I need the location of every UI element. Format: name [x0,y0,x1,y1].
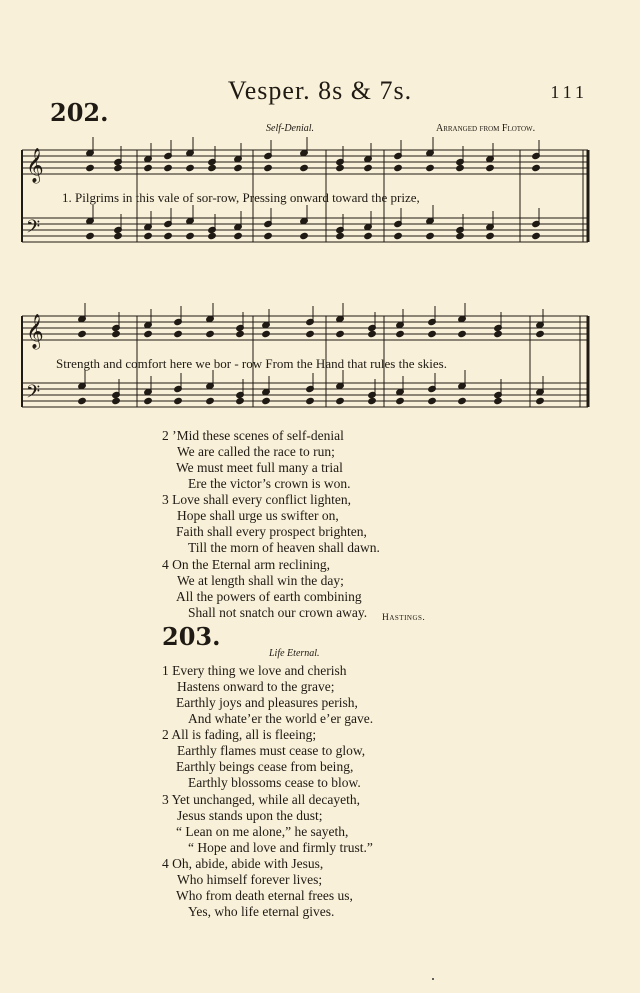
verse-line: 1 Every thing we love and cherish [162,663,347,678]
paper-speck [432,978,434,980]
verse-line: Faith shall every prospect brighten, [176,524,367,539]
verse-line: We at length shall win the day; [177,573,344,588]
verse-line: Jesus stands upon the dust; [177,808,323,823]
hymn-203-verse-3 [162,792,373,856]
verse-line: Till the morn of heaven shall dawn. [188,540,380,555]
verse-line: And whate’er the world e’er gave. [188,711,374,726]
verse-line: Hastens onward to the grave; [177,679,335,694]
arranger-credit: Arranged from Flotow. [436,123,536,134]
hymn-number-202: 202. [50,98,109,127]
hymn-202-verse-4 [162,557,367,621]
verse-line: Who himself forever lives; [177,872,323,887]
verse-line: Earthly joys and pleasures perish, [176,695,358,710]
verse-line: Yes, who life eternal gives. [188,904,335,919]
verse-line: Ere the victor’s crown is won. [188,476,351,491]
verse-line: “ Hope and love and firmly trust.” [188,840,373,855]
music-lyric-line-1: 1. Pilgrims in this vale of sor-row, Pressing onward toward the prize, [62,190,420,205]
verse-line: 4 Oh, abide, abide with Jesus, [162,856,324,871]
verse-line: Earthly blossoms cease to blow. [188,775,361,790]
svg-text:𝄢: 𝄢 [26,217,41,242]
verse-line: We are called the race to run; [177,444,335,459]
verse-line: 3 Yet unchanged, while all decayeth, [162,792,360,807]
verse-line: Hope shall urge us swifter on, [177,508,339,523]
hymn-203-verse-4 [162,856,353,920]
verse-line: “ Lean on me alone,” he sayeth, [176,824,349,839]
verse-line: We must meet full many a trial [176,460,343,475]
music-lyric-line-2: Strength and comfort here we bor - row From the Hand that rules the skies. [56,356,447,371]
svg-text:𝄞: 𝄞 [26,148,44,183]
verse-line: 2 ’Mid these scenes of self-denial [162,428,344,443]
hymn-203-verse-1 [162,663,373,727]
svg-text:𝄢: 𝄢 [26,382,41,407]
hymn-number-203: 203. [162,622,221,651]
hymn-202-verse-3 [162,492,380,556]
verse-line: Who from death eternal frees us, [176,888,353,903]
verse-line: 3 Love shall every conflict lighten, [162,492,351,507]
verse-line: Earthly beings cease from being, [176,759,354,774]
hymn-202-subtitle: Self-Denial. [266,123,315,134]
svg-text:𝄞: 𝄞 [26,314,44,349]
verse-line: 4 On the Eternal arm reclining, [162,557,330,572]
verse-line: 2 All is fading, all is fleeing; [162,727,317,742]
hymn-203-verse-2 [162,727,365,791]
tune-title: Vesper. 8s & 7s. [227,76,413,105]
page-number: 111 [550,82,588,102]
hymn-203-subtitle: Life Eternal. [269,648,320,659]
verse-line: Earthly flames must cease to glow, [177,743,366,758]
author-attribution: Hastings. [382,613,426,623]
verse-line: Shall not snatch our crown away. [188,605,368,620]
verse-line: All the powers of earth combining [176,589,362,604]
hymn-202-verse-2 [162,428,350,492]
